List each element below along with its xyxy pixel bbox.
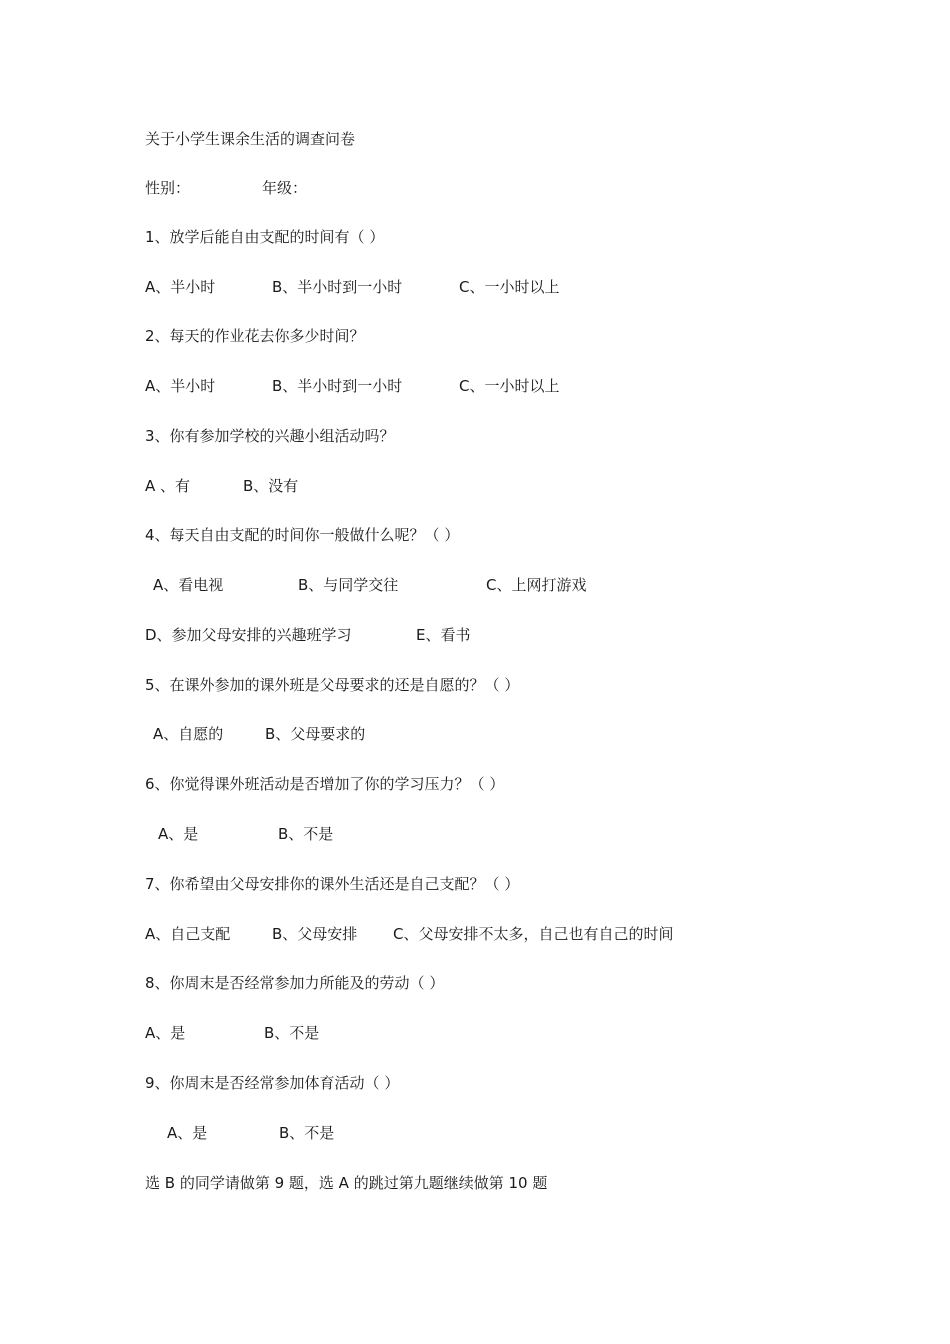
q9-option-b: B、不是 — [279, 1124, 335, 1142]
q1-option-c: C、一小时以上 — [459, 278, 560, 296]
question-9: 9、你周末是否经常参加体育活动（ ） — [145, 1074, 400, 1092]
q6-option-a: A、是 — [158, 825, 199, 843]
instruction-note: 选 B 的同学请做第 9 题，选 A 的跳过第九题继续做第 10 题 — [145, 1174, 548, 1192]
question-2: 2、每天的作业花去你多少时间？ — [145, 327, 365, 345]
q4-option-e: E、看书 — [416, 626, 471, 644]
q2-option-a: A、半小时 — [145, 377, 216, 395]
q4-option-a: A、看电视 — [153, 576, 224, 594]
q8-option-b: B、不是 — [264, 1024, 320, 1042]
q2-option-b: B、半小时到一小时 — [272, 377, 403, 395]
q8-option-a: A、是 — [145, 1024, 186, 1042]
q1-option-b: B、半小时到一小时 — [272, 278, 403, 296]
q1-option-a: A、半小时 — [145, 278, 216, 296]
q4-option-c: C、上网打游戏 — [486, 576, 587, 594]
q3-option-b: B、没有 — [243, 477, 299, 495]
question-1: 1、放学后能自由支配的时间有（ ） — [145, 228, 385, 246]
question-3: 3、你有参加学校的兴趣小组活动吗？ — [145, 427, 395, 445]
q5-option-a: A、自愿的 — [153, 725, 224, 743]
question-6: 6、你觉得课外班活动是否增加了你的学习压力？（ ） — [145, 775, 505, 793]
question-8: 8、你周末是否经常参加力所能及的劳动（ ） — [145, 974, 445, 992]
q4-option-d: D、参加父母安排的兴趣班学习 — [145, 626, 352, 644]
question-5: 5、在课外参加的课外班是父母要求的还是自愿的？（ ） — [145, 676, 520, 694]
question-4: 4、每天自由支配的时间你一般做什么呢？（ ） — [145, 526, 460, 544]
survey-title: 关于小学生课余生活的调查问卷 — [145, 130, 356, 148]
q7-option-c: C、父母安排不太多，自己也有自己的时间 — [393, 925, 674, 943]
q9-option-a: A、是 — [167, 1124, 208, 1142]
q6-option-b: B、不是 — [278, 825, 334, 843]
q7-option-a: A、自己支配 — [145, 925, 231, 943]
q5-option-b: B、父母要求的 — [265, 725, 366, 743]
grade-label: 年级： — [262, 179, 308, 197]
q2-option-c: C、一小时以上 — [459, 377, 560, 395]
question-7: 7、你希望由父母安排你的课外生活还是自己支配？（ ） — [145, 875, 520, 893]
gender-label: 性别： — [145, 179, 191, 197]
q7-option-b: B、父母安排 — [272, 925, 358, 943]
q4-option-b: B、与同学交往 — [298, 576, 399, 594]
q3-option-a: A 、有 — [145, 477, 191, 495]
